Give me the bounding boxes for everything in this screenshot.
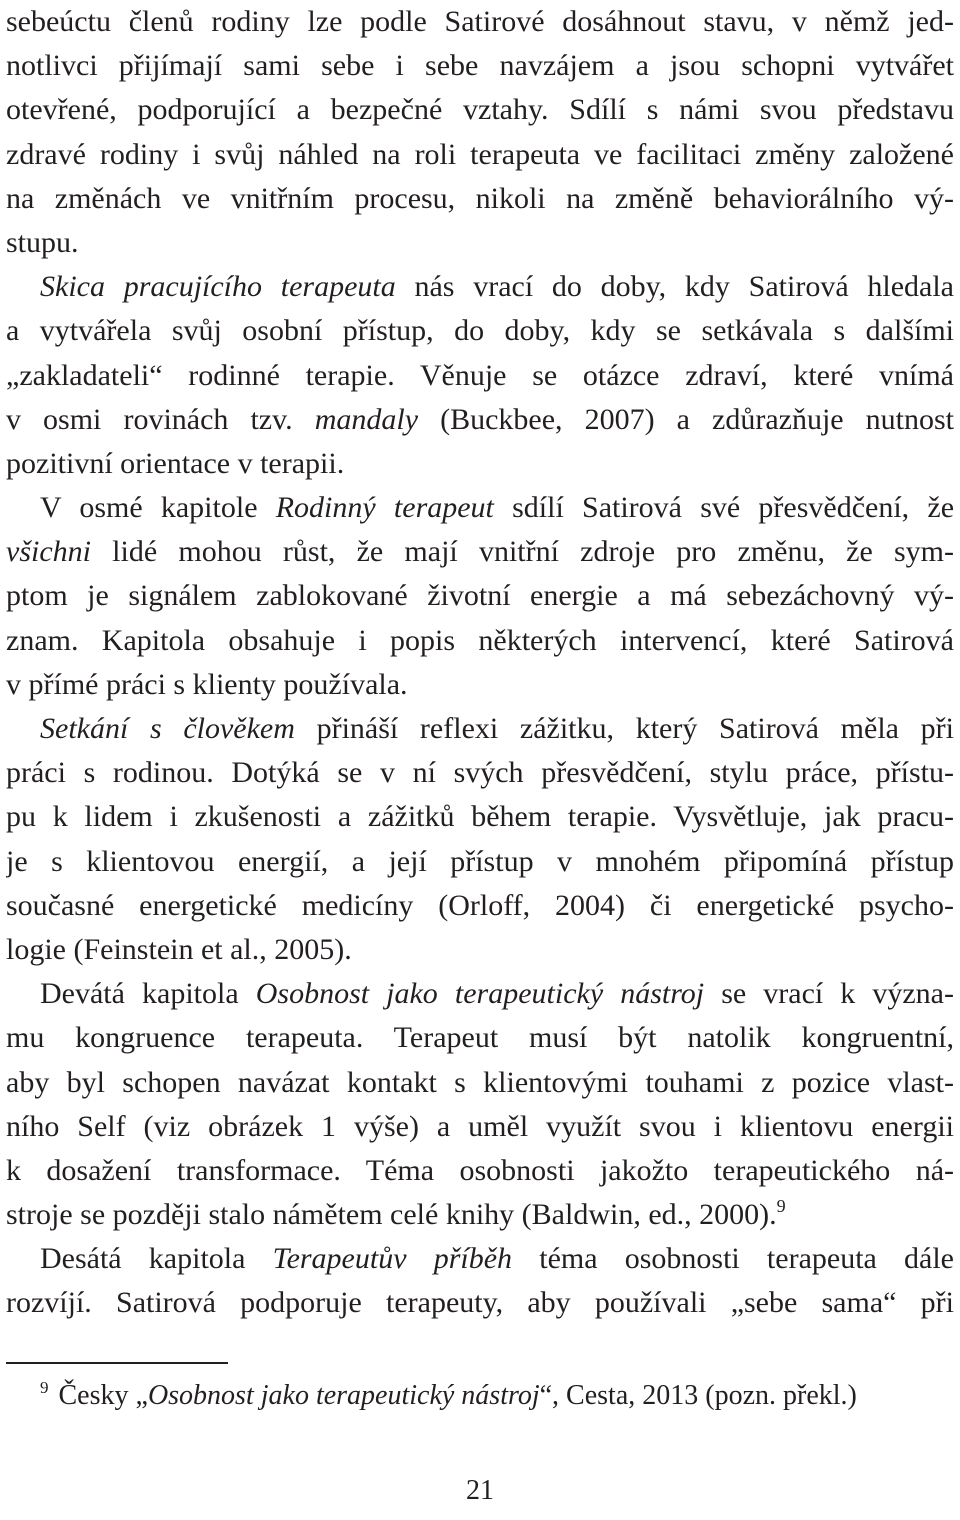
text-run: nás vrací do doby, kdy Satirová hledala [395, 270, 954, 304]
text-line [6, 1193, 954, 1237]
text-run: ního Self (viz obrázek 1 výše) a uměl využít svou i klientovu energii [6, 1109, 954, 1143]
text-run: přináší reflexi zážitku, který Satirová měla při [294, 712, 954, 745]
text-line [6, 1281, 954, 1325]
text-run: k dosažení transformace. Téma osobnosti jakožto terapeutického ná- [6, 1153, 954, 1187]
italic-title: Osobnost jako terapeutický nástroj [147, 1380, 540, 1411]
text-run: současné energetické medicíny (Orloff, 2004) či energetické psycho- [6, 888, 954, 922]
italic-title: Skica pracujícího terapeuta [40, 270, 396, 304]
text-run: v osmi rovinách tzv. [6, 402, 315, 436]
text-line [6, 88, 954, 132]
text-line [6, 707, 954, 751]
text-line [6, 1016, 954, 1060]
text-line [6, 972, 954, 1016]
text-run: ptom je signálem zablokované životní energie a má sebezáchovný vý- [6, 579, 954, 613]
text-run: notlivci přijímají sami sebe i sebe navzájem a jsou schopni vytvářet [6, 49, 954, 83]
text-line [6, 398, 954, 442]
italic-title: Terapeutův příběh [272, 1242, 513, 1276]
text-line [6, 530, 954, 574]
text-line [6, 1105, 954, 1149]
text-run: téma osobnosti terapeuta dále [512, 1242, 954, 1276]
text-run: rozvíjí. Satirová podporuje terapeuty, aby používali „sebe sama“ při [6, 1286, 954, 1320]
text-line [6, 928, 954, 972]
text-run: aby byl schopen navázat kontakt s klientovými touhami z pozice vlast- [6, 1065, 954, 1099]
text-line [6, 1149, 954, 1193]
text-run: se vrací k význa- [704, 977, 954, 1011]
italic-title: všichni [6, 535, 91, 569]
text-run: sebeúctu členů rodiny lze podle Satirové dosáhnout stavu, v němž jed- [6, 5, 954, 38]
text-line [6, 44, 954, 88]
footnote-reference: 9 [776, 1196, 786, 1217]
book-page [6, 0, 954, 1520]
text-line [6, 221, 954, 265]
text-run: „zakladateli“ rodinné terapie. Věnuje se otázce zdraví, které vnímá [6, 358, 954, 392]
text-line [6, 884, 954, 928]
text-run: a vytvářela svůj osobní přístup, do doby, kdy se setkávala s dalšími [6, 314, 954, 348]
footnote-number: 9 [40, 1378, 49, 1397]
italic-title: Setkání s člověkem [40, 712, 295, 745]
text-line [6, 1061, 954, 1105]
italic-title: Osobnost jako terapeutický nástroj [255, 977, 705, 1011]
text-run: V osmé kapitole [40, 491, 276, 525]
italic-title: mandaly [314, 402, 419, 436]
text-line [6, 795, 954, 839]
text-run: pu k lidem i zkušenosti a zážitků během terapie. Vysvětluje, jak pracu- [6, 800, 954, 834]
text-run: stupu. [6, 225, 79, 259]
text-run: otevřené, podporující a bezpečné vztahy. Sdílí s námi svou představu [6, 93, 954, 127]
text-run: v přímé práci s klienty používala. [6, 667, 408, 701]
text-run: stroje se později stalo námětem celé knihy (Baldwin, ed., 2000). [6, 1198, 777, 1232]
text-run: pozitivní orientace v terapii. [6, 446, 345, 480]
italic-title: Rodinný terapeut [275, 491, 494, 525]
text-run: na změnách ve vnitřním procesu, nikoli na změně behaviorálního vý- [6, 181, 954, 215]
text-run: sdílí Satirová své přesvědčení, že [493, 491, 954, 525]
text-line [6, 619, 954, 663]
text-line [6, 133, 954, 177]
text-line [6, 486, 954, 530]
footnote-separator [6, 1362, 228, 1364]
text-run: lidé mohou růst, že mají vnitřní zdroje pro změnu, že sym- [90, 535, 954, 569]
text-run: Česky „ [58, 1380, 148, 1411]
text-run: Desátá kapitola [40, 1242, 273, 1276]
text-line [6, 265, 954, 309]
text-run: logie (Feinstein et al., 2005). [6, 932, 352, 966]
text-run: znam. Kapitola obsahuje i popis některých intervencí, které Satirová [6, 623, 954, 657]
text-run: práci s rodinou. Dotýká se v ní svých přesvědčení, stylu práce, přístu- [6, 756, 954, 790]
body-text [6, 0, 954, 1326]
text-line [6, 663, 954, 707]
text-line [6, 354, 954, 398]
text-run: Devátá kapitola [40, 977, 256, 1011]
text-line [6, 0, 954, 44]
text-run: zdravé rodiny i svůj náhled na roli terapeuta ve facilitaci změny založené [6, 137, 954, 171]
text-run: (Buckbee, 2007) a zdůrazňuje nutnost [418, 402, 954, 436]
text-line [6, 309, 954, 353]
text-line [6, 442, 954, 486]
footnote [6, 1376, 954, 1416]
text-line [6, 840, 954, 884]
page-number: 21 [466, 1475, 494, 1506]
text-line [6, 574, 954, 618]
text-run: mu kongruence terapeuta. Terapeut musí být natolik kongruentní, [6, 1021, 954, 1055]
text-run: je s klientovou energií, a její přístup v mnohém připomíná přístup [6, 844, 954, 878]
text-line [6, 1237, 954, 1281]
footnote-text [59, 1380, 857, 1411]
text-run: “, Cesta, 2013 (pozn. překl.) [539, 1380, 857, 1411]
text-line [6, 177, 954, 221]
text-line [6, 751, 954, 795]
